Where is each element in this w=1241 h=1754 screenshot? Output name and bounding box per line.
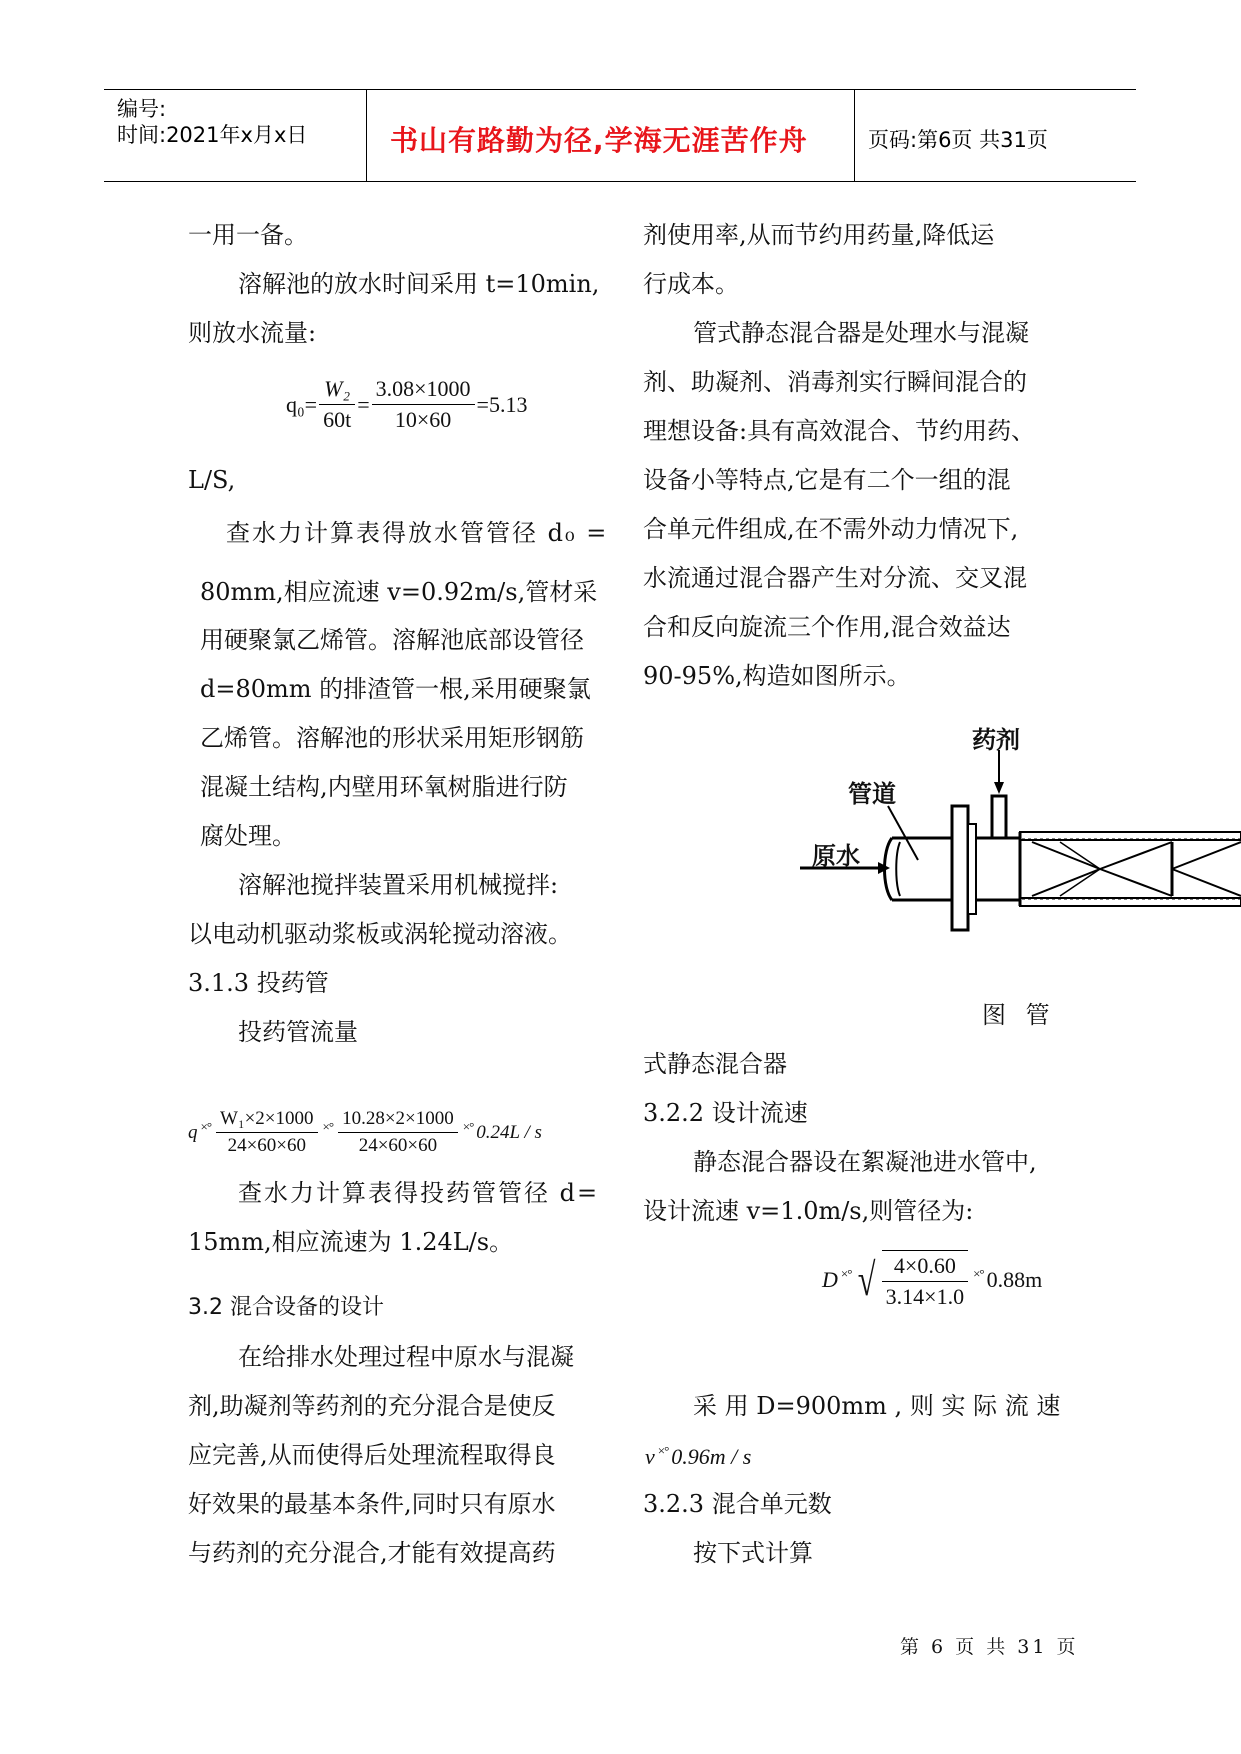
paragraph-line: 用硬聚氯乙烯管。溶解池底部设管径	[200, 626, 584, 654]
paragraph-line: L/S,	[188, 466, 236, 494]
sqrt-sign: √	[858, 1254, 876, 1305]
subsection-heading: 3.2.2 设计流速	[643, 1099, 808, 1127]
equation-actual-velocity	[645, 1442, 751, 1470]
eq-glyph: ×°	[322, 1118, 334, 1134]
eq-result: 0.96m / s	[671, 1443, 752, 1469]
eq-numerator: W₂	[319, 376, 355, 405]
paragraph-line: 以电动机驱动浆板或涡轮搅动溶液。	[188, 920, 572, 948]
eq-denominator: 10×60	[394, 407, 452, 432]
paragraph-line: 合单元件组成,在不需外动力情况下,	[643, 515, 1019, 543]
eq-result: 0.88m	[986, 1267, 1043, 1292]
section-heading: 3.2 混合设备的设计	[188, 1295, 384, 1320]
eq-numerator: W₁×2×1000	[216, 1108, 318, 1133]
paragraph-line: 按下式计算	[693, 1539, 813, 1567]
eq-denominator: 24×60×60	[358, 1135, 438, 1156]
header-divider-left	[366, 89, 367, 182]
eq-glyph: ×°	[200, 1118, 212, 1134]
paragraph-line: 剂使用率,从而节约用药量,降低运	[643, 221, 995, 249]
figure-caption: 式静态混合器	[643, 1050, 787, 1078]
paragraph-line: 应完善,从而使得后处理流程取得良	[188, 1441, 556, 1469]
eq-denominator: 3.14×1.0	[885, 1284, 965, 1309]
subsection-heading: 3.2.3 混合单元数	[643, 1490, 832, 1518]
equation-discharge-flow	[286, 376, 527, 433]
paragraph-line: 则放水流量:	[188, 319, 317, 347]
eq-glyph: ×°	[657, 1442, 669, 1458]
figure-label-raw-water: 原水	[812, 842, 860, 870]
page-number-label: 页码:第6页 共31页	[868, 128, 1048, 152]
paragraph-line: 与药剂的充分混合,才能有效提高药	[188, 1539, 556, 1567]
paragraph-line: 15mm,相应流速为 1.24L/s。	[188, 1228, 514, 1256]
paragraph-line: 在给排水处理过程中原水与混凝	[238, 1343, 574, 1371]
paragraph-line: 行成本。	[643, 270, 739, 298]
paragraph-line: d=80mm 的排渣管一根,采用硬聚氯	[200, 675, 591, 703]
paragraph-line: 采 用 D=900mm , 则 实 际 流 速	[693, 1392, 1061, 1420]
eq-result: 0.24L / s	[476, 1121, 542, 1143]
header-divider-right	[854, 89, 855, 182]
figure-label-pipe: 管道	[848, 780, 896, 808]
eq-glyph: ×°	[973, 1266, 984, 1281]
paragraph-line: 腐处理。	[200, 822, 296, 850]
header-top-rule	[104, 89, 1136, 90]
eq-denominator: 24×60×60	[227, 1135, 306, 1156]
paragraph-line: 管式静态混合器是处理水与混凝	[693, 319, 1029, 347]
paragraph-line: 一用一备。	[188, 221, 308, 249]
paragraph-line: 查水力计算表得放水管管径 d₀ =	[226, 519, 609, 547]
paragraph-line: 90-95%,构造如图所示。	[643, 662, 911, 690]
paragraph-line: 设计流速 v=1.0m/s,则管径为:	[643, 1197, 974, 1225]
paragraph-line: 好效果的最基本条件,同时只有原水	[188, 1490, 556, 1518]
eq-sign: =	[357, 391, 370, 417]
header-motto: 书山有路勤为径,学海无涯苦作舟	[390, 124, 808, 157]
equation-dosing-flow	[188, 1108, 542, 1157]
eq-lhs: v	[645, 1443, 655, 1469]
paragraph-line: 溶解池搅拌装置采用机械搅拌:	[238, 871, 559, 899]
paragraph-line: 80mm,相应流速 v=0.92m/s,管材采	[200, 578, 598, 606]
eq-numerator: 10.28×2×1000	[338, 1108, 458, 1133]
subsection-heading: 3.1.3 投药管	[188, 969, 329, 997]
eq-lhs: q	[188, 1121, 198, 1143]
eq-glyph: ×°	[840, 1266, 852, 1281]
eq-lhs: D	[822, 1267, 838, 1292]
paragraph-line: 溶解池的放水时间采用 t=10min,	[238, 270, 600, 298]
paragraph-line: 投药管流量	[238, 1018, 358, 1046]
static-mixer-drawing	[800, 720, 1241, 970]
paragraph-line: 剂,助凝剂等药剂的充分混合是使反	[188, 1392, 556, 1420]
paragraph-line: 混凝土结构,内壁用环氧树脂进行防	[200, 773, 568, 801]
figure-label-reagent: 药剂	[972, 726, 1020, 754]
serial-label: 编号:	[117, 97, 167, 121]
eq-result: =5.13	[476, 391, 528, 417]
paragraph-line: 剂、助凝剂、消毒剂实行瞬间混合的	[643, 368, 1027, 396]
paragraph-line: 设备小等特点,它是有二个一组的混	[643, 466, 1011, 494]
eq-numerator: 3.08×1000	[372, 376, 475, 405]
header-bottom-rule	[104, 181, 1136, 182]
static-mixer-figure	[800, 720, 1241, 970]
paragraph-line: 理想设备:具有高效混合、节约用药、	[643, 417, 1036, 445]
paragraph-line: 查水力计算表得投药管管径 d=	[238, 1179, 600, 1207]
eq-numerator: 4×0.60	[882, 1253, 968, 1282]
paragraph-line: 合和反向旋流三个作用,混合效益达	[643, 613, 1011, 641]
paragraph-line: 静态混合器设在絮凝池进水管中,	[693, 1148, 1037, 1176]
time-label: 时间:2021年x月x日	[117, 123, 308, 147]
paragraph-line: 水流通过混合器产生对分流、交叉混	[643, 564, 1027, 592]
page-footer: 第 6 页 共 31 页	[900, 1636, 1079, 1658]
equation-pipe-diameter	[822, 1250, 1042, 1310]
eq-denominator: 60t	[323, 407, 352, 432]
eq-glyph: ×°	[462, 1118, 474, 1134]
paragraph-line: 乙烯管。溶解池的形状采用矩形钢筋	[200, 724, 584, 752]
eq-lhs: q₀=	[286, 391, 318, 417]
figure-caption: 图 管	[982, 1001, 1056, 1029]
